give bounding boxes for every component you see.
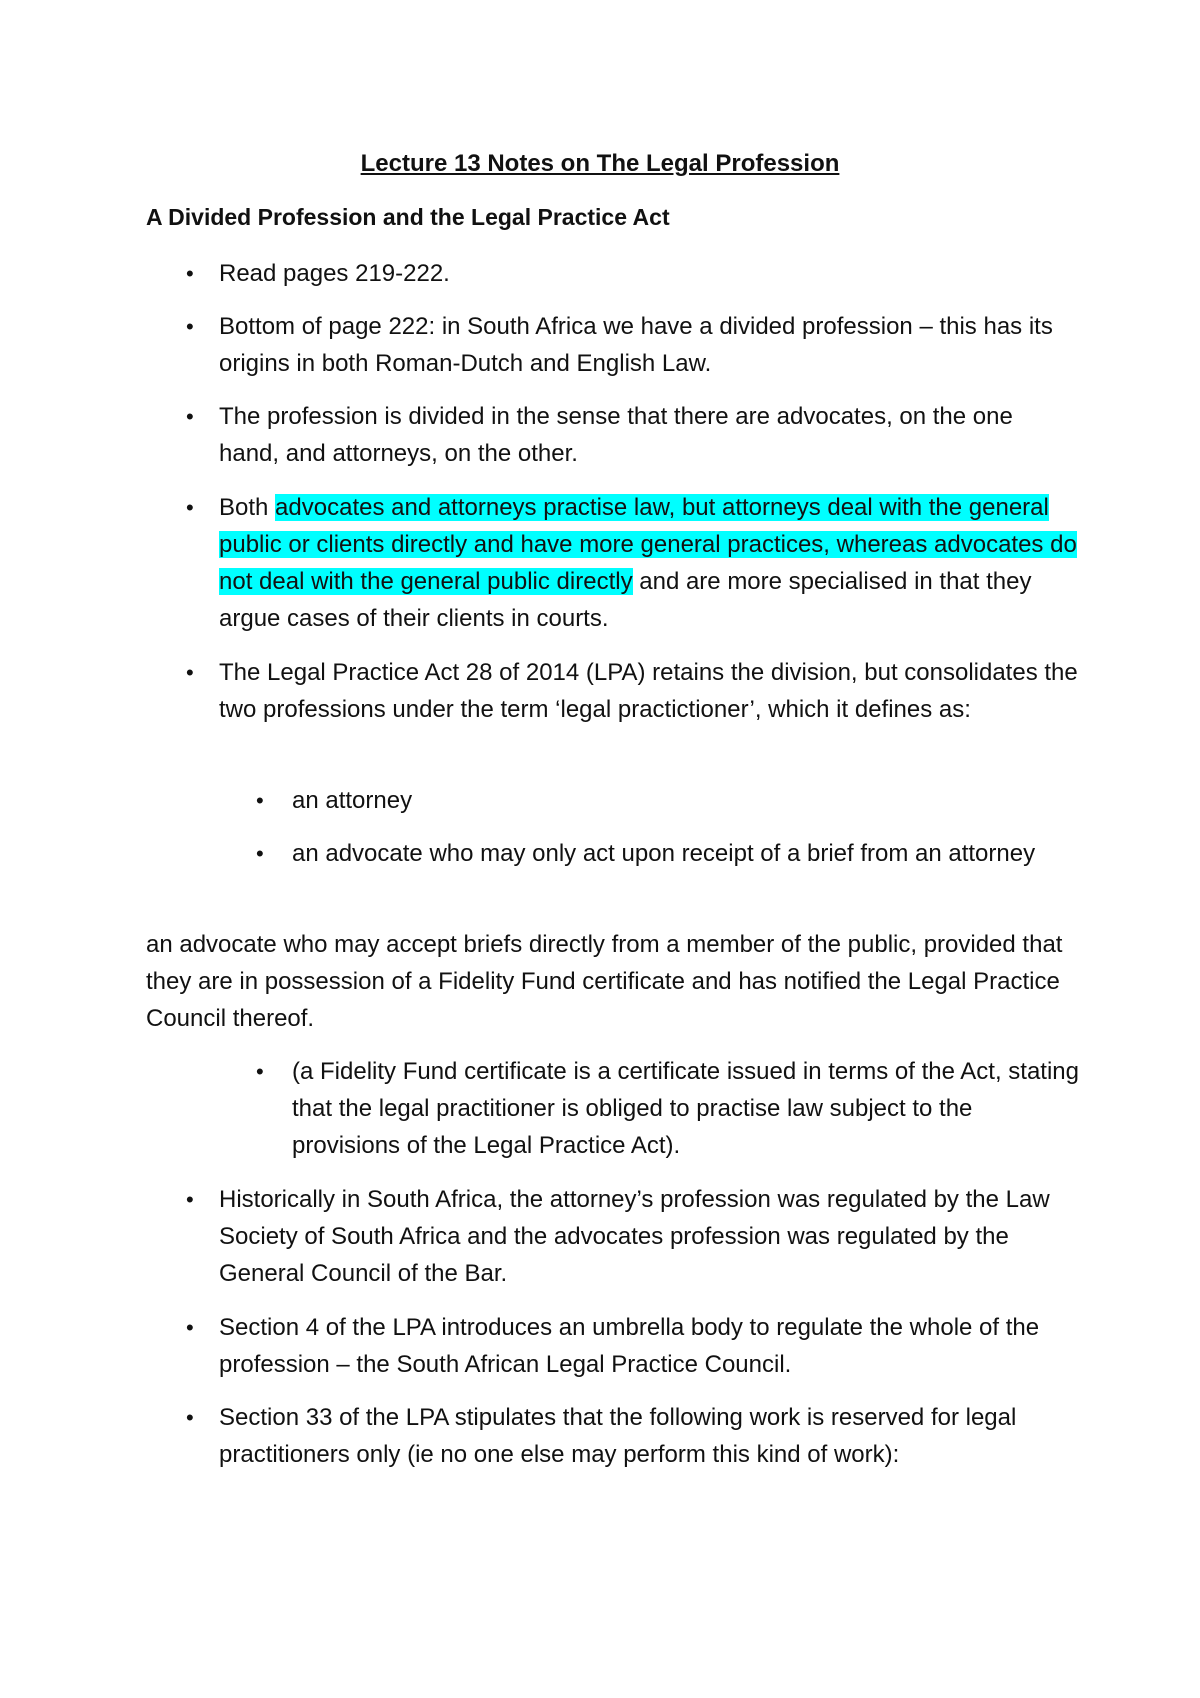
bullet-point: • <box>186 1187 194 1212</box>
sub-bullet-point: • <box>256 788 264 813</box>
list-item-divided-sense: The profession is divided in the sense that there are advocates, on the one hand, and attorneys, on the other. <box>219 403 1013 467</box>
bullet-point: • <box>186 404 194 429</box>
list-item-both-practise <box>219 489 1079 637</box>
bullet-point: • <box>186 495 194 520</box>
sub-item-advocate-brief: an advocate who may only act upon receipt of a brief from an attorney <box>292 840 1036 867</box>
highlighted-text: advocates and attorneys practise law, but attorneys deal with the general public or clients directly and have more general practices, whereas advocates do not deal with the general public directly <box>219 494 1077 595</box>
list-item-section-33: Section 33 of the LPA stipulates that the following work is reserved for legal practitioners only (ie no one else may perform this kind of work): <box>219 1404 1017 1468</box>
text-suffix: and are more specialised in that they argue cases of their clients in courts. <box>219 568 1032 632</box>
sub-item-attorney: an attorney <box>292 787 413 814</box>
text-prefix: Both <box>219 494 276 521</box>
sub-bullet-point: • <box>256 1059 264 1084</box>
bullet-point: • <box>186 314 194 339</box>
sub-item-fidelity-note: (a Fidelity Fund certificate is a certificate issued in terms of the Act, stating that the legal practitioner is obliged to practise law subject to the provisions of the Legal Practice Act). <box>292 1058 1079 1159</box>
bullet-point: • <box>186 1315 194 1340</box>
list-item-divided-profession: Bottom of page 222: in South Africa we have a divided profession – this has its origins in both Roman-Dutch and English Law. <box>219 313 1053 377</box>
page-title: Lecture 13 Notes on The Legal Profession <box>360 150 840 177</box>
bullet-point: • <box>186 660 194 685</box>
paragraph-advocate-public: an advocate who may accept briefs directly from a member of the public, provided that they are in possession of a Fidelity Fund certificate and has notified the Legal Practice Council thereof. <box>146 931 1063 1032</box>
bullet-point: • <box>186 261 194 286</box>
list-item-section-4: Section 4 of the LPA introduces an umbrella body to regulate the whole of the profession – the South African Legal Practice Council. <box>219 1314 1040 1378</box>
bullet-point: • <box>186 1405 194 1430</box>
section-heading: A Divided Profession and the Legal Practice Act <box>146 204 670 230</box>
list-item-historically: Historically in South Africa, the attorney’s profession was regulated by the Law Society of South Africa and the advocates profession was regulated by the General Council of the Bar. <box>219 1186 1050 1287</box>
list-item-lpa-retains: The Legal Practice Act 28 of 2014 (LPA) retains the division, but consolidates the two professions under the term ‘legal practictioner’, which it defines as: <box>219 659 1078 723</box>
sub-bullet-point: • <box>256 841 264 866</box>
list-item-read-pages: Read pages 219-222. <box>219 260 450 287</box>
